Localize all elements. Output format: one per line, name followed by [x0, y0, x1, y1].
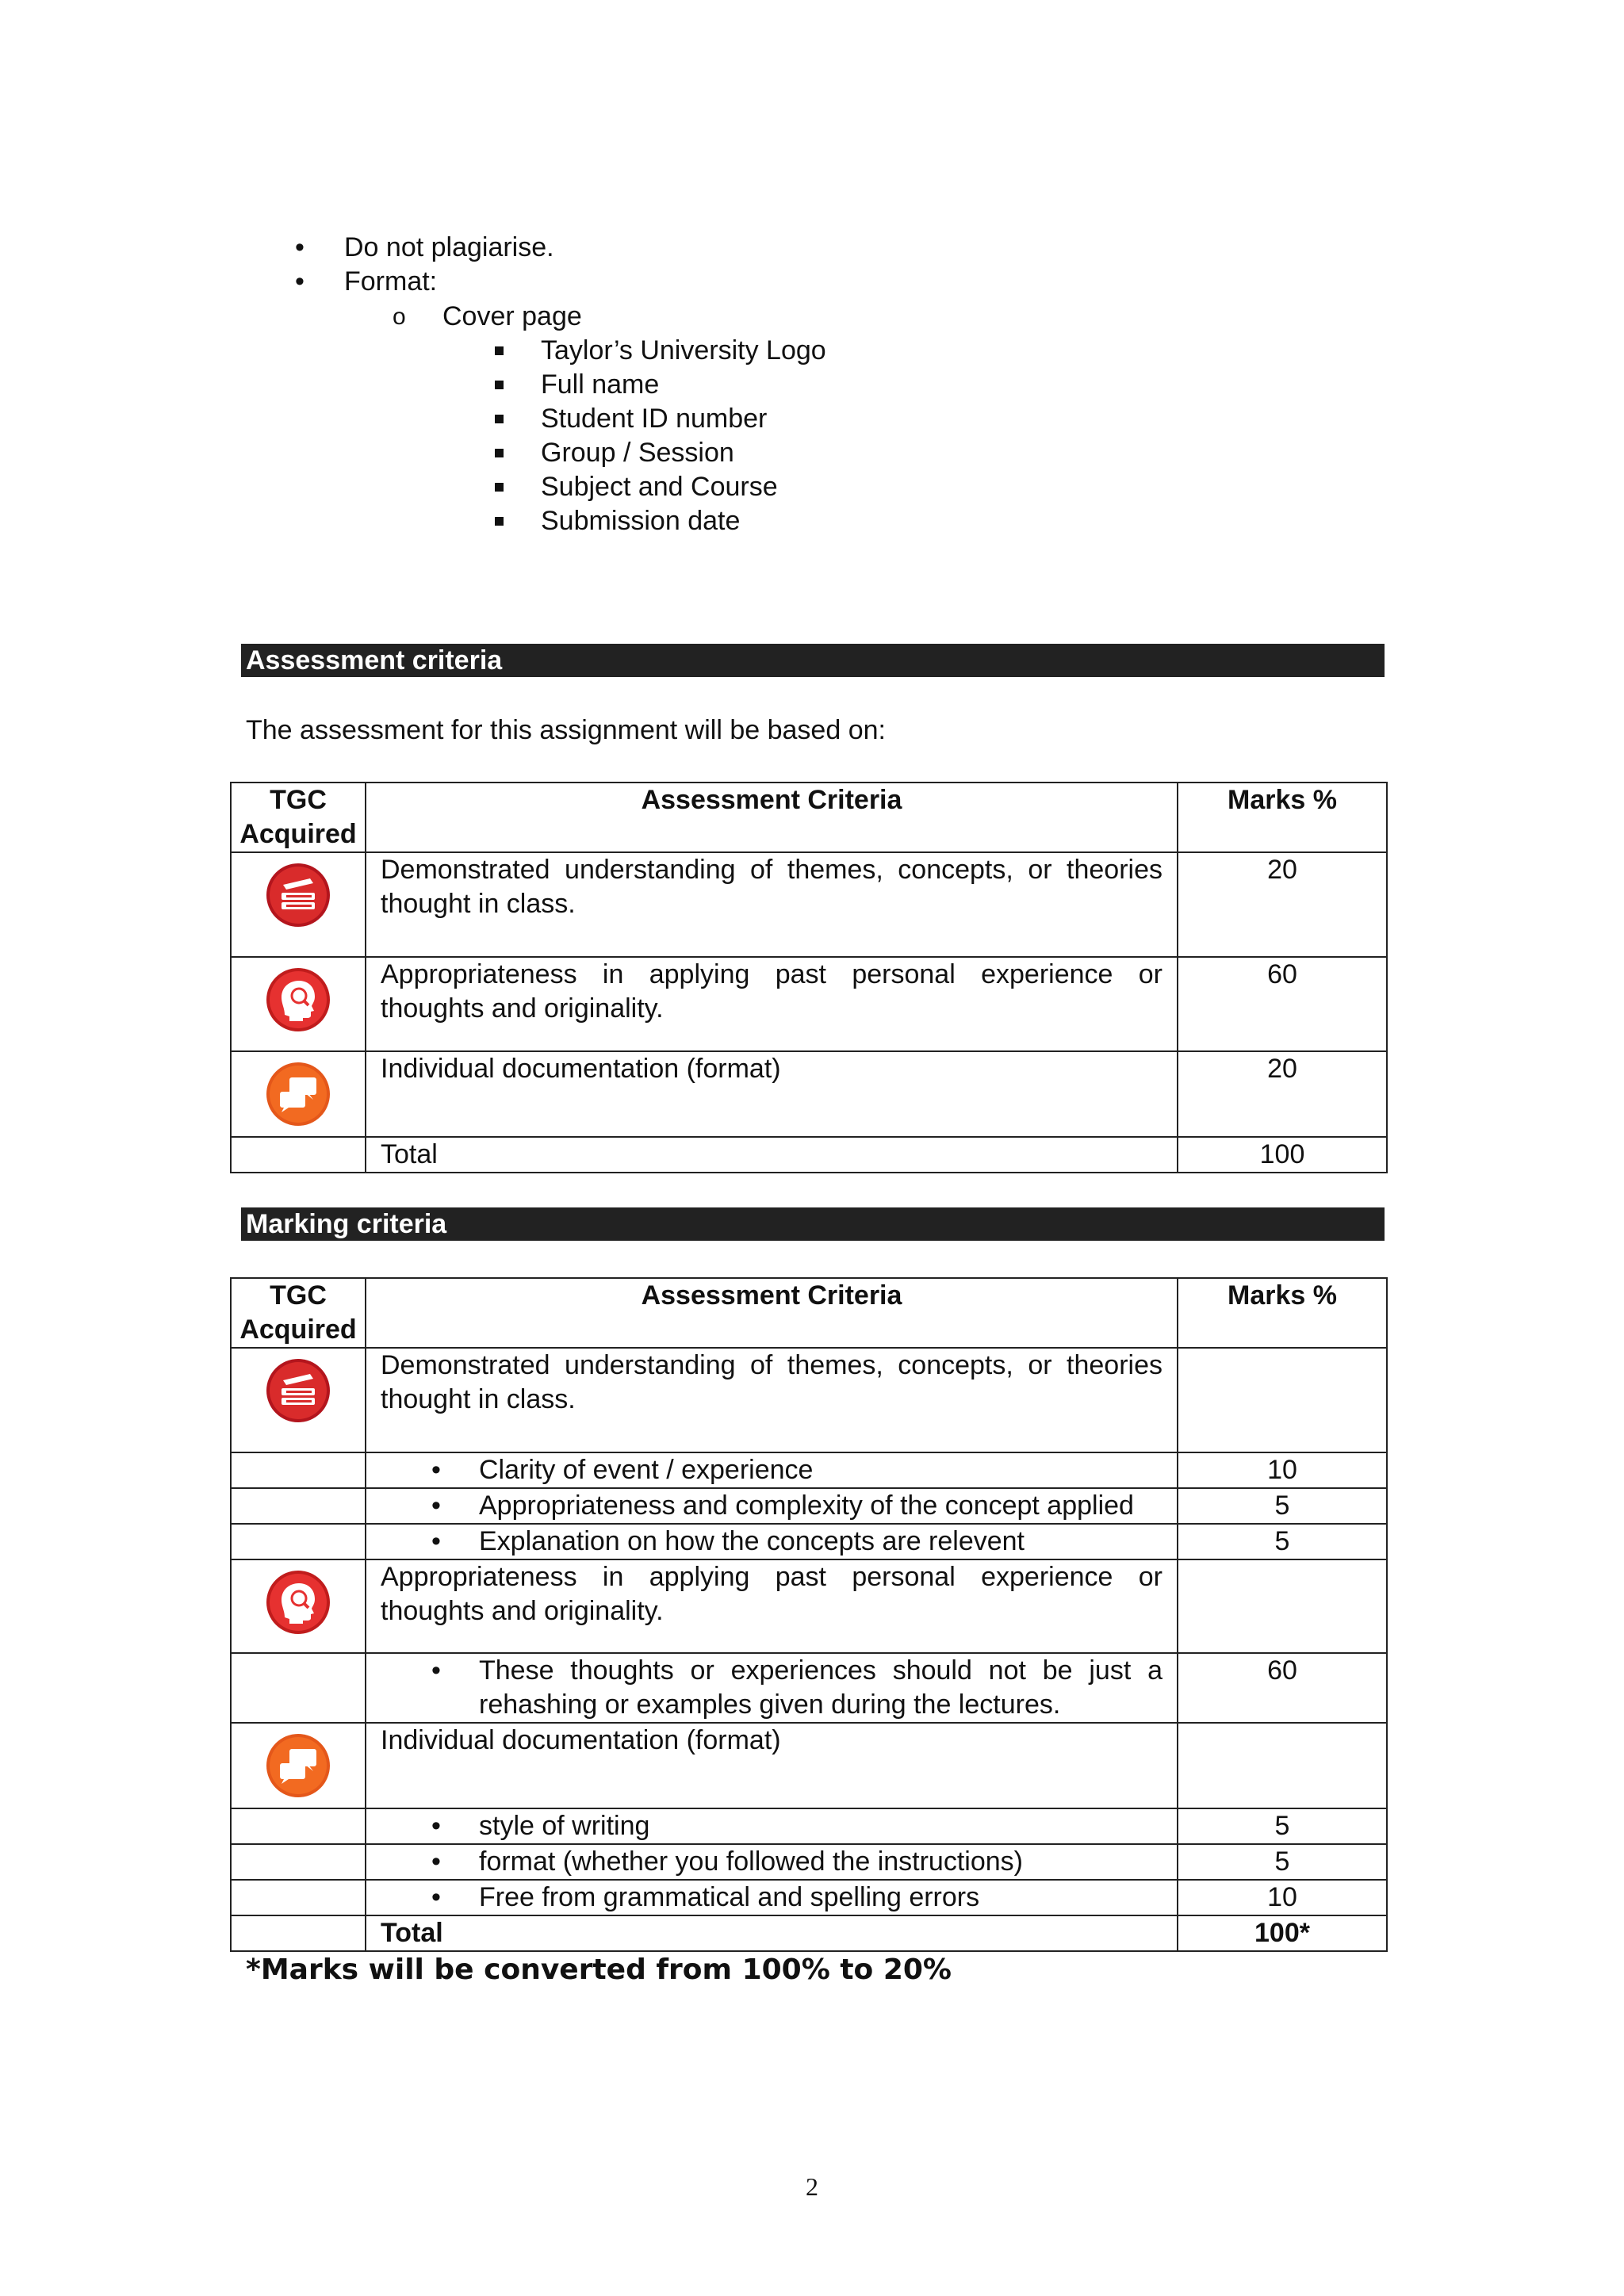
table-row: • style of writing 5	[231, 1808, 1387, 1844]
cover-page-list	[541, 334, 826, 538]
speech-bubbles-icon	[266, 1733, 331, 1798]
table-header-row	[231, 1278, 1387, 1348]
books-icon	[266, 863, 331, 928]
header-criteria: Assessment Criteria	[366, 783, 1178, 852]
square-bullet-icon	[495, 449, 504, 457]
bullet-icon: •	[431, 1846, 441, 1877]
bullet-icon: •	[431, 1811, 441, 1841]
thinking-head-icon	[266, 1570, 331, 1635]
table-row: Appropriateness in applying past personal experience or thoughts and originality. 60	[231, 957, 1387, 1051]
bullet-icon: •	[295, 232, 304, 262]
list-item: Student ID number	[541, 402, 826, 436]
circle-bullet-icon: o	[393, 304, 406, 330]
list-item: • Do not plagiarise.	[344, 231, 554, 265]
table-row: • format (whether you followed the instructions) 5	[231, 1844, 1387, 1880]
square-bullet-icon	[495, 346, 504, 355]
table-total-row: Total 100	[231, 1137, 1387, 1173]
list-item: Submission date	[541, 504, 826, 538]
table-row: Demonstrated understanding of themes, concepts, or theories thought in class. 20	[231, 852, 1387, 957]
list-item: Full name	[541, 368, 826, 402]
header-criteria: Assessment Criteria	[366, 1278, 1178, 1348]
header-tgc: TGC Acquired	[231, 1278, 366, 1348]
list-item: Group / Session	[541, 436, 826, 470]
page-number: 2	[806, 2172, 818, 2201]
assessment-criteria-heading: Assessment criteria	[241, 644, 1385, 677]
bullet-icon: •	[431, 1655, 441, 1686]
header-marks: Marks %	[1178, 783, 1387, 852]
table-row: • Appropriateness and complexity of the concept applied 5	[231, 1488, 1387, 1524]
table-row: Appropriateness in applying past personal experience or thoughts and originality.	[231, 1559, 1387, 1653]
books-icon	[266, 1358, 331, 1423]
table-row: • These thoughts or experiences should not be just a rehashing or examples given during the lectures. 60	[231, 1653, 1387, 1723]
table-row: Individual documentation (format) 20	[231, 1051, 1387, 1137]
marking-table	[230, 1277, 1388, 1952]
list-item: Taylor’s University Logo	[541, 334, 826, 368]
list-item: • Format:	[344, 265, 554, 299]
square-bullet-icon	[495, 415, 504, 423]
bullet-icon: •	[431, 1882, 441, 1912]
list-item: Subject and Course	[541, 470, 826, 504]
assessment-table	[230, 782, 1388, 1173]
bullet-icon: •	[431, 1490, 441, 1521]
square-bullet-icon	[495, 381, 504, 389]
square-bullet-icon	[495, 517, 504, 526]
bullet-icon: •	[431, 1526, 441, 1556]
list-item: o Cover page	[442, 300, 582, 334]
table-row: • Free from grammatical and spelling errors 10	[231, 1880, 1387, 1915]
speech-bubbles-icon	[266, 1062, 331, 1127]
bullet-icon: •	[431, 1455, 441, 1485]
table-row: Demonstrated understanding of themes, concepts, or theories thought in class.	[231, 1348, 1387, 1452]
table-row: Individual documentation (format)	[231, 1723, 1387, 1808]
header-marks: Marks %	[1178, 1278, 1387, 1348]
table-row: • Explanation on how the concepts are relevent 5	[231, 1524, 1387, 1559]
marking-criteria-heading: Marking criteria	[241, 1207, 1385, 1241]
square-bullet-icon	[495, 483, 504, 492]
header-tgc: TGC Acquired	[231, 783, 366, 852]
bullet-icon: •	[295, 266, 304, 297]
table-total-row: Total 100*	[231, 1915, 1387, 1951]
thinking-head-icon	[266, 967, 331, 1032]
assessment-intro: The assessment for this assignment will be based on:	[246, 715, 886, 745]
conversion-note: *Marks will be converted from 100% to 20%	[246, 1954, 952, 1986]
table-header-row	[231, 783, 1387, 852]
format-sub-list	[393, 300, 582, 334]
table-row: • Clarity of event / experience 10	[231, 1452, 1387, 1488]
instruction-list	[295, 231, 554, 299]
